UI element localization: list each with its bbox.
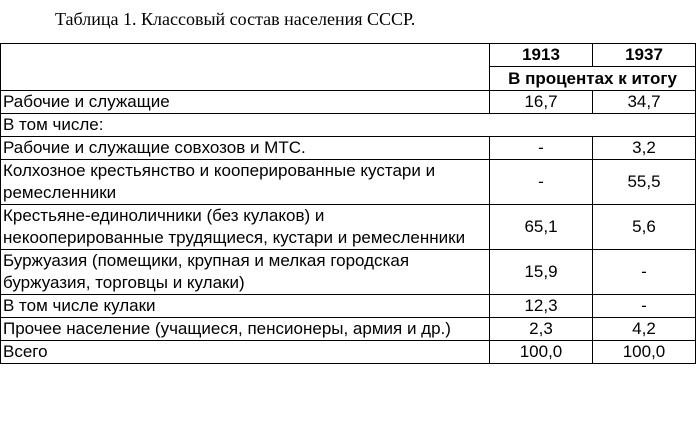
row-label: Крестьяне-единоличники (без кулаков) и некооперированные трудящиеся, кустари и ремесленники: [1, 205, 490, 250]
value-1937: 34,7: [593, 91, 696, 114]
row-label: Прочее население (учащиеся, пенсионеры, армия и др.): [1, 318, 490, 341]
value-1937: 5,6: [593, 205, 696, 250]
row-label: Буржуазия (помещики, крупная и мелкая городская буржуазия, торговцы и кулаки): [1, 250, 490, 295]
value-1937: -: [593, 295, 696, 318]
header-year-1913: 1913: [490, 44, 593, 67]
row-label: Колхозное крестьянство и кооперированные кустари и ремесленники: [1, 160, 490, 205]
table-row: [1, 91, 696, 114]
value-1913: -: [490, 137, 593, 160]
value-1937: 55,5: [593, 160, 696, 205]
class-composition-table: [0, 43, 696, 364]
value-1937: 3,2: [593, 137, 696, 160]
header-empty-cell: [1, 44, 490, 91]
table-caption: Таблица 1. Классовый состав населения СССР.: [55, 9, 416, 29]
value-1913: 15,9: [490, 250, 593, 295]
value-1937: 4,2: [593, 318, 696, 341]
table-row: [1, 295, 696, 318]
header-unit: В процентах к итогу: [490, 67, 696, 91]
row-label: Рабочие и служащие совхозов и МТС.: [1, 137, 490, 160]
table-row: [1, 205, 696, 250]
table-row: [1, 318, 696, 341]
row-label: Всего: [1, 341, 490, 364]
row-label: В том числе:: [1, 114, 696, 137]
value-1913: 16,7: [490, 91, 593, 114]
value-1937: 100,0: [593, 341, 696, 364]
value-1913: 100,0: [490, 341, 593, 364]
table-row-total: [1, 341, 696, 364]
value-1913: 2,3: [490, 318, 593, 341]
value-1937: -: [593, 250, 696, 295]
table-row: [1, 114, 696, 137]
table-row: [1, 137, 696, 160]
value-1913: 12,3: [490, 295, 593, 318]
row-label: В том числе кулаки: [1, 295, 490, 318]
table-row: [1, 250, 696, 295]
header-year-1937: 1937: [593, 44, 696, 67]
table-row: [1, 160, 696, 205]
value-1913: 65,1: [490, 205, 593, 250]
header-row-years: [1, 44, 696, 67]
row-label: Рабочие и служащие: [1, 91, 490, 114]
value-1913: -: [490, 160, 593, 205]
